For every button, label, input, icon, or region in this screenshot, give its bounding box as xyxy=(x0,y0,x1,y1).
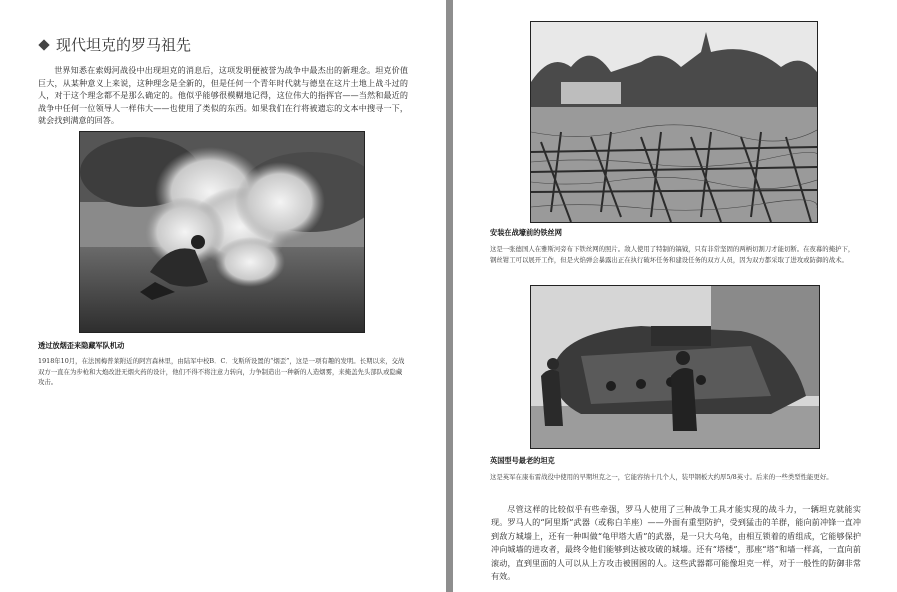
photo3-caption-title: 英国型号最老的坦克 xyxy=(490,456,555,465)
intro-paragraph: 世界知悉在索姆河战役中出现坦克的消息后，这项发明便被誉为战争中最杰出的新理念。坦克价值巨大，从某种意义上来说，这种理念是全新的，但是任何一个青年时代就与德皇在这片土地上战斗过的人，对于这个理念都不是那么确定的。他似乎能够很模糊地记得，这位伟大的指挥官——当然和最近的战争中任何一位领导人一样伟大——也使用了类似的东西。如果我们在行将被遗忘的文本中搜寻一下，就会找到满意的回答。 xyxy=(38,65,408,126)
page-gutter xyxy=(446,0,453,592)
photo2-caption-text: 这是一张德国人在雅斯河旁布下铁丝网的照片。敌人使用了特制的镐钺，只有非常坚固的两柄切割刀才能切断。在夜幕的掩护下，钢丝钳工可以展开工作，但是火焰弹会暴露出正在执行破坏任务和建设任务的双方人员，因为双方都采取了进攻或防御的战术。 xyxy=(490,245,855,264)
photo3-caption-text: 这是英军在康布雷战役中使用的早期坦克之一，它能容纳十几个人，装甲钢板大约厚5/8英寸。后来的一些类型性能更好。 xyxy=(490,473,833,481)
closing-paragraph: 尽管这样的比较似乎有些牵强，罗马人使用了三种战争工具才能实现的战斗力，一辆坦克就能实现。罗马人的“阿里斯”武器（或称白羊座）——外面有重型防护，受到猛击的羊群，能向前冲锋一直冲到敌方城墙上，还有一种叫做“龟甲塔大盾”的武器，是一只大乌龟，由相互锁着的盾组成，它能够保护冲向城墙的进攻者，最终令他们能够到达被攻破的城墙。还有“塔楼”，那座“塔”和墙一样高，一直向前滚动，直到里面的人可以从上方攻击被围困的人。这些武器都可能像坦克一样，对于一般性的防御非常有效。 xyxy=(491,504,861,582)
diamond-bullet-icon xyxy=(38,39,49,50)
smoke-screen-photo xyxy=(79,131,365,333)
section-heading xyxy=(40,34,191,55)
barbed-wire-photo xyxy=(530,21,818,223)
tank-photo xyxy=(530,285,820,449)
photo2-caption-title: 安装在战壕前的铁丝网 xyxy=(490,228,562,237)
left-page xyxy=(0,0,446,592)
right-page xyxy=(453,0,897,592)
photo1-caption-title: 透过放烟歪来隐藏军队机动 xyxy=(38,341,125,350)
section-heading-text: 现代坦克的罗马祖先 xyxy=(56,36,192,54)
photo1-caption-text: 1918年10月，在法国梅普莱附近的阿宫森林里，由陆军中校B．C．戈斯所设置的“烟歪”，这是一项有趣的发明。长期以来，交战双方一直在为步枪和大炮改进无烟火药的设计，他们不得不将注意力转向，力争制造出一种新的人造烟雾，来掩盖先头部队或隐藏攻击。 xyxy=(38,357,405,386)
